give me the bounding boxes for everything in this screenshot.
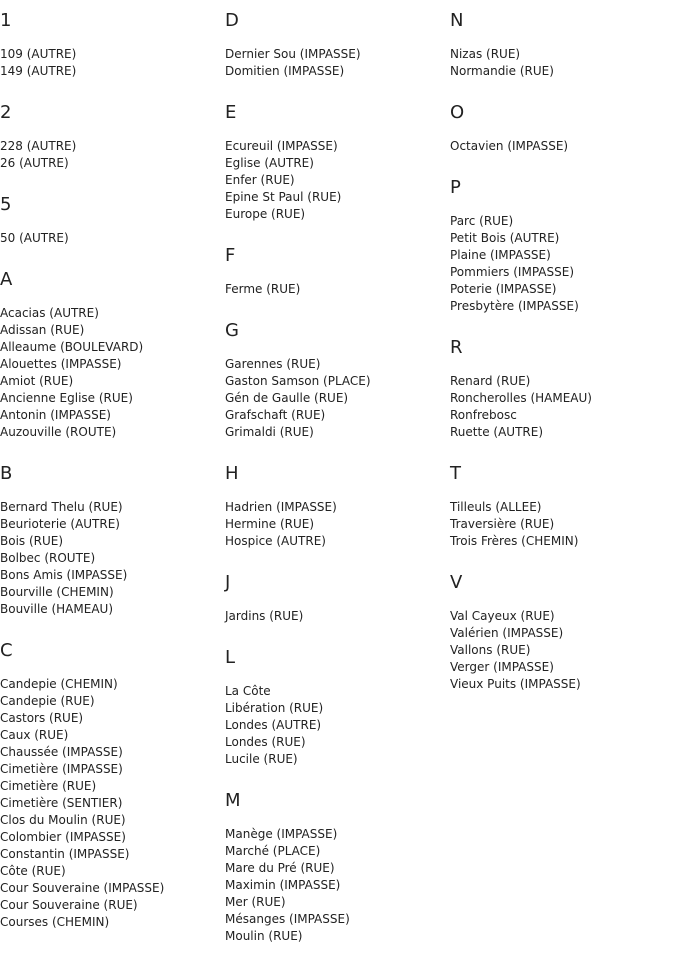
street-link[interactable]: Cimetière (IMPASSE) [0, 762, 123, 776]
street-link[interactable]: 109 (AUTRE) [0, 47, 77, 61]
letter-group [225, 310, 450, 453]
street-list [0, 305, 225, 453]
letter-heading: N [450, 10, 464, 31]
street-link[interactable]: 149 (AUTRE) [0, 64, 77, 78]
street-link[interactable]: Cimetière (RUE) [0, 779, 97, 793]
letter-heading: J [225, 572, 231, 593]
street-link[interactable]: Côte (RUE) [0, 864, 66, 878]
street-list [0, 138, 225, 184]
letter-heading: 1 [0, 10, 12, 31]
letter-group [0, 0, 225, 92]
street-link[interactable]: Europe (RUE) [225, 207, 306, 221]
letter-group [225, 453, 450, 562]
street-link[interactable]: Ronfrebosc [450, 408, 517, 422]
street-link[interactable]: Poterie (IMPASSE) [450, 282, 557, 296]
street-link[interactable]: Traversière (RUE) [450, 517, 555, 531]
street-link[interactable]: Grafschaft (RUE) [225, 408, 326, 422]
street-list [225, 138, 450, 235]
street-link[interactable]: Ecureuil (IMPASSE) [225, 139, 338, 153]
street-link[interactable]: Candepie (CHEMIN) [0, 677, 118, 691]
letter-group [225, 780, 450, 957]
letter-heading: D [225, 10, 239, 31]
street-link[interactable]: Valérien (IMPASSE) [450, 626, 564, 640]
street-link[interactable]: Verger (IMPASSE) [450, 660, 554, 674]
street-link[interactable]: Renard (RUE) [450, 374, 531, 388]
street-index-column-2 [225, 0, 450, 957]
street-list [0, 46, 225, 92]
letter-heading: G [225, 320, 239, 341]
street-list [0, 230, 225, 259]
street-link[interactable]: Moulin (RUE) [225, 929, 303, 943]
street-index-column-3 [450, 0, 675, 705]
street-list [225, 499, 450, 562]
street-link[interactable]: Cour Souveraine (RUE) [0, 898, 138, 912]
street-link[interactable]: Bois (RUE) [0, 534, 64, 548]
street-link[interactable]: Courses (CHEMIN) [0, 915, 110, 929]
street-link[interactable]: Bernard Thelu (RUE) [0, 500, 123, 514]
street-link[interactable]: Petit Bois (AUTRE) [450, 231, 560, 245]
street-link[interactable]: Libération (RUE) [225, 701, 324, 715]
letter-group [225, 637, 450, 780]
street-link[interactable]: 50 (AUTRE) [0, 231, 69, 245]
street-list [450, 213, 675, 327]
street-link[interactable]: Constantin (IMPASSE) [0, 847, 130, 861]
street-link[interactable]: Amiot (RUE) [0, 374, 74, 388]
street-link[interactable]: Marché (PLACE) [225, 844, 321, 858]
street-link[interactable]: Presbytère (IMPASSE) [450, 299, 579, 313]
street-link[interactable]: Gaston Samson (PLACE) [225, 374, 371, 388]
street-link[interactable]: Pommiers (IMPASSE) [450, 265, 574, 279]
street-link[interactable]: Alleaume (BOULEVARD) [0, 340, 144, 354]
letter-heading: T [450, 463, 461, 484]
street-link[interactable]: Mer (RUE) [225, 895, 286, 909]
street-link[interactable]: Plaine (IMPASSE) [450, 248, 551, 262]
letter-heading: H [225, 463, 239, 484]
street-link[interactable]: Alouettes (IMPASSE) [0, 357, 122, 371]
street-link[interactable]: Auzouville (ROUTE) [0, 425, 117, 439]
letter-heading: M [225, 790, 241, 811]
street-link[interactable]: Enfer (RUE) [225, 173, 295, 187]
street-link[interactable]: Maximin (IMPASSE) [225, 878, 341, 892]
street-link[interactable]: Vallons (RUE) [450, 643, 531, 657]
letter-heading: 5 [0, 194, 12, 215]
street-link[interactable]: Caux (RUE) [0, 728, 69, 742]
street-link[interactable]: Lucile (RUE) [225, 752, 298, 766]
street-list [225, 826, 450, 957]
street-link[interactable]: Garennes (RUE) [225, 357, 321, 371]
letter-heading: R [450, 337, 463, 358]
street-link[interactable]: Adissan (RUE) [0, 323, 85, 337]
letter-group [0, 630, 225, 943]
street-link[interactable]: Colombier (IMPASSE) [0, 830, 126, 844]
letter-heading: B [0, 463, 13, 484]
street-link[interactable]: Antonin (IMPASSE) [0, 408, 111, 422]
letter-heading: L [225, 647, 236, 668]
letter-group [225, 235, 450, 310]
street-list [225, 608, 450, 637]
street-link[interactable]: Beurioterie (AUTRE) [0, 517, 120, 531]
letter-heading: A [0, 269, 13, 290]
letter-heading: O [450, 102, 465, 123]
street-link[interactable]: Castors (RUE) [0, 711, 84, 725]
street-link[interactable]: Candepie (RUE) [0, 694, 95, 708]
street-link[interactable]: Cimetière (SENTIER) [0, 796, 123, 810]
street-link[interactable]: Eglise (AUTRE) [225, 156, 314, 170]
letter-group [0, 259, 225, 453]
letter-group [225, 92, 450, 235]
street-link[interactable]: Val Cayeux (RUE) [450, 609, 555, 623]
street-link[interactable]: Jardins (RUE) [225, 609, 304, 623]
letter-group [450, 327, 675, 453]
letter-group [0, 184, 225, 259]
street-link[interactable]: Ancienne Eglise (RUE) [0, 391, 133, 405]
street-link[interactable]: Hermine (RUE) [225, 517, 315, 531]
street-list [450, 138, 675, 167]
letter-group [450, 92, 675, 167]
street-link[interactable]: Bons Amis (IMPASSE) [0, 568, 128, 582]
street-link[interactable]: Chaussée (IMPASSE) [0, 745, 123, 759]
street-link[interactable]: La Côte [225, 684, 271, 698]
street-link[interactable]: 228 (AUTRE) [0, 139, 77, 153]
street-link[interactable]: Ruette (AUTRE) [450, 425, 543, 439]
letter-group [225, 562, 450, 637]
street-link[interactable]: Tilleuls (ALLEE) [450, 500, 542, 514]
street-index-column-1 [0, 0, 225, 943]
street-link[interactable]: Grimaldi (RUE) [225, 425, 314, 439]
street-link[interactable]: Trois Frères (CHEMIN) [450, 534, 579, 548]
street-list [450, 46, 675, 92]
street-link[interactable]: Roncherolles (HAMEAU) [450, 391, 592, 405]
street-list [0, 499, 225, 630]
street-link[interactable]: Acacias (AUTRE) [0, 306, 99, 320]
street-link[interactable]: 26 (AUTRE) [0, 156, 69, 170]
street-link[interactable]: Clos du Moulin (RUE) [0, 813, 126, 827]
street-link[interactable]: Nizas (RUE) [450, 47, 521, 61]
street-list [225, 281, 450, 310]
letter-group [450, 167, 675, 327]
street-link[interactable]: Parc (RUE) [450, 214, 514, 228]
letter-heading: 2 [0, 102, 12, 123]
street-link[interactable]: Cour Souveraine (IMPASSE) [0, 881, 165, 895]
letter-heading: E [225, 102, 237, 123]
street-link[interactable]: Bouville (HAMEAU) [0, 602, 114, 616]
street-link[interactable]: Epine St Paul (RUE) [225, 190, 342, 204]
letter-group [0, 92, 225, 184]
letter-group [225, 0, 450, 92]
letter-group [0, 453, 225, 630]
letter-group [450, 562, 675, 705]
street-list [450, 608, 675, 705]
street-link[interactable]: Londes (AUTRE) [225, 718, 322, 732]
street-link[interactable]: Gén de Gaulle (RUE) [225, 391, 349, 405]
street-link[interactable]: Domitien (IMPASSE) [225, 64, 345, 78]
street-link[interactable]: Bourville (CHEMIN) [0, 585, 114, 599]
letter-heading: P [450, 177, 461, 198]
street-link[interactable]: Hadrien (IMPASSE) [225, 500, 337, 514]
street-list [450, 373, 675, 453]
street-list [225, 683, 450, 780]
street-link[interactable]: Vieux Puits (IMPASSE) [450, 677, 581, 691]
street-link[interactable]: Dernier Sou (IMPASSE) [225, 47, 361, 61]
street-list [450, 499, 675, 562]
street-list [225, 356, 450, 453]
street-link[interactable]: Hospice (AUTRE) [225, 534, 326, 548]
letter-heading: C [0, 640, 13, 661]
letter-heading: F [225, 245, 236, 266]
street-link[interactable]: Londes (RUE) [225, 735, 306, 749]
street-link[interactable]: Octavien (IMPASSE) [450, 139, 569, 153]
letter-group [450, 0, 675, 92]
street-link[interactable]: Ferme (RUE) [225, 282, 301, 296]
street-link[interactable]: Mésanges (IMPASSE) [225, 912, 350, 926]
letter-group [450, 453, 675, 562]
street-link[interactable]: Normandie (RUE) [450, 64, 554, 78]
letter-heading: V [450, 572, 463, 593]
street-link[interactable]: Mare du Pré (RUE) [225, 861, 335, 875]
street-list [0, 676, 225, 943]
street-list [225, 46, 450, 92]
street-link[interactable]: Manège (IMPASSE) [225, 827, 338, 841]
street-link[interactable]: Bolbec (ROUTE) [0, 551, 96, 565]
